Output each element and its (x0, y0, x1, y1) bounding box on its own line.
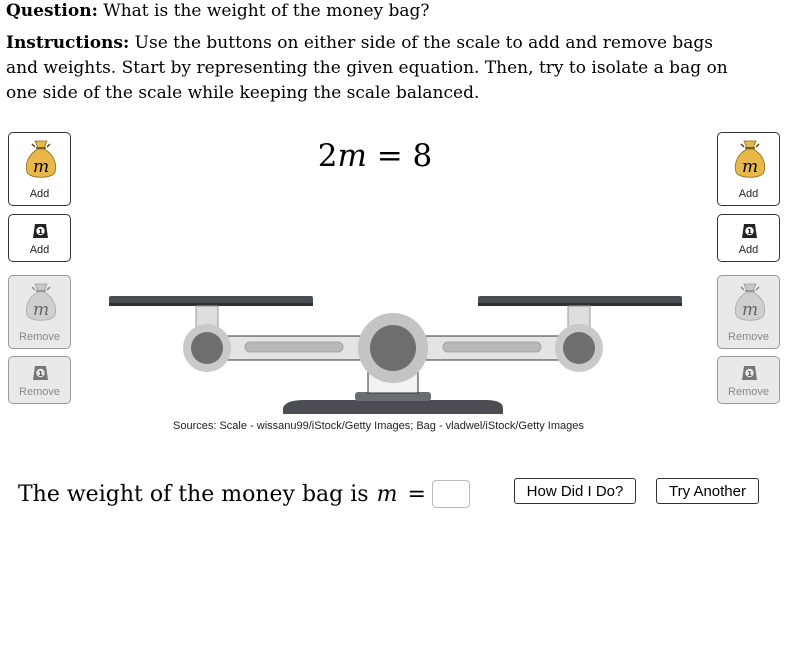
right-remove-weight-label: Remove (728, 386, 769, 398)
weight-icon (741, 222, 758, 239)
equation-equals: = (376, 138, 403, 174)
question (6, 0, 430, 23)
balance-scale (105, 290, 685, 418)
bag-symbol: m (741, 157, 759, 177)
answer-equals: = (407, 481, 426, 507)
image-sources: Sources: Scale - wissanu99/iStock/Getty Images; Bag - vladwel/iStock/Getty Images (173, 420, 584, 432)
try-another-button[interactable]: Try Another (656, 478, 759, 504)
left-add-bag-label: Add (29, 188, 50, 200)
right-add-weight-label: Add (738, 244, 759, 256)
weight-symbol: 1 (747, 228, 752, 236)
right-remove-bag-button[interactable] (717, 275, 780, 349)
weight-icon (32, 222, 49, 239)
question-label: Question: (6, 1, 98, 21)
right-add-bag-label: Add (738, 188, 759, 200)
weight-icon (741, 364, 758, 381)
instructions (6, 31, 736, 106)
answer-prefix: The weight of the money bag is (18, 481, 369, 507)
bag-symbol: m (741, 300, 759, 320)
right-remove-weight-button[interactable] (717, 356, 780, 404)
bag-symbol: m (32, 157, 50, 177)
money-bag-icon (733, 282, 767, 324)
scale-base (283, 400, 503, 414)
answer-variable: m (376, 481, 398, 507)
left-remove-weight-button[interactable] (8, 356, 71, 404)
how-did-i-do-button[interactable]: How Did I Do? (514, 478, 636, 504)
answer-line (18, 480, 470, 508)
equation-variable: m (337, 138, 367, 174)
money-bag-icon (24, 282, 58, 324)
equation-coefficient: 2 (317, 138, 338, 174)
equation-rhs: 8 (412, 138, 433, 174)
left-add-bag-button[interactable] (8, 132, 71, 206)
instructions-text: Use the buttons on either side of the scale to add and remove bags and weights. Start by representing the given equation. Then, try to isolate a bag on one side of the scale while keeping the scale balanced. (6, 33, 728, 103)
instructions-label: Instructions: (6, 33, 130, 53)
equation (300, 138, 450, 174)
left-remove-bag-button[interactable] (8, 275, 71, 349)
right-remove-bag-label: Remove (728, 331, 769, 343)
right-add-weight-button[interactable] (717, 214, 780, 262)
weight-symbol: 1 (747, 370, 752, 378)
left-add-weight-button[interactable] (8, 214, 71, 262)
question-text: What is the weight of the money bag? (97, 1, 430, 21)
left-remove-weight-label: Remove (19, 386, 60, 398)
right-add-bag-button[interactable] (717, 132, 780, 206)
money-bag-icon (733, 139, 767, 181)
left-remove-bag-label: Remove (19, 331, 60, 343)
weight-icon (32, 364, 49, 381)
weight-symbol: 1 (38, 370, 43, 378)
weight-symbol: 1 (38, 228, 43, 236)
money-bag-icon (24, 139, 58, 181)
answer-input[interactable] (432, 480, 470, 508)
left-add-weight-label: Add (29, 244, 50, 256)
bag-symbol: m (32, 300, 50, 320)
